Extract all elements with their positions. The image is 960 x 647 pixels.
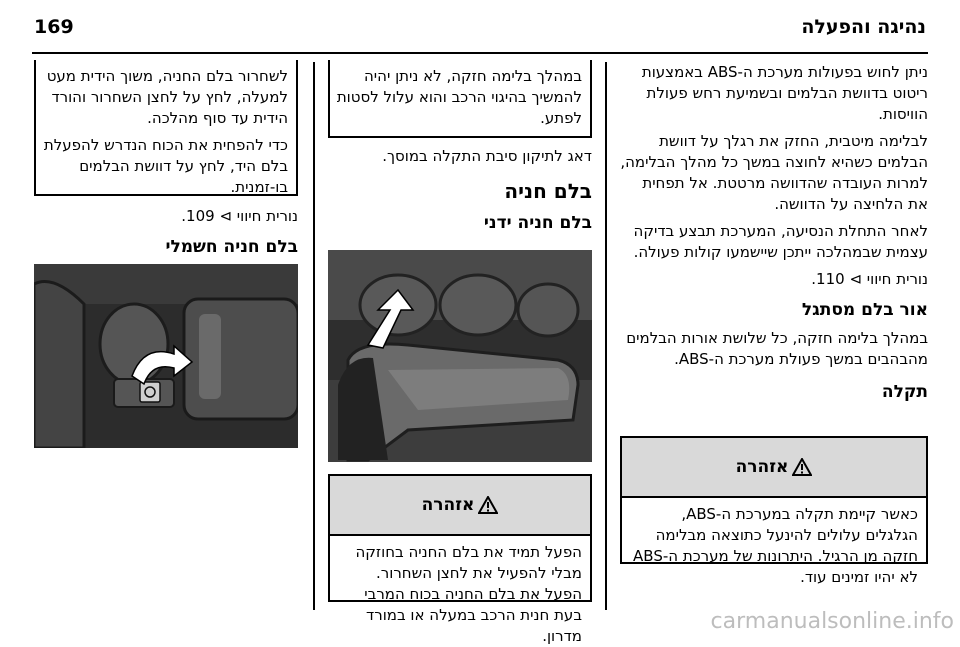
column-left	[34, 206, 298, 257]
column-divider-right	[605, 62, 607, 610]
warning-text-parking: הפעל תמיד את בלם החניה בחוזקה מבלי להפעיל את לחצן השחרור. הפעל את בלם החניה בכוח המרבי בעת חנית הרכב במעלה או במורד מדרון.	[355, 543, 582, 645]
indicator-ref-110: נורית חיווי ⊳ 110.	[811, 270, 928, 288]
abs-vibration-text: ניתן לחוש בפעולות מערכת ה-ABS באמצעות ריטוט בדוושת הבלמים ובשמיעת רחש פעולת הוויסות.	[641, 63, 928, 123]
warning-box-parking	[328, 474, 592, 645]
parking-brake-heading: בלם חניה	[504, 179, 592, 203]
warning-box-abs-fault	[620, 436, 928, 586]
electric-parking-brake-heading: בלם חניה חשמלי	[165, 237, 298, 257]
page-number: 169	[34, 16, 74, 38]
warning-text-abs-fault: כאשר קיימת תקלה במערכת ה-ABS, הגלגלים עלולים להינעל כתוצאה מבלימה חזקה מן הרגיל. היתרונות של מערכת ה-ABS לא יהיו זמינים עוד.	[633, 505, 918, 586]
fault-heading: תקלה	[881, 382, 928, 402]
column-right	[620, 62, 928, 418]
warning-title: אזהרה	[421, 495, 475, 515]
manual-handbrake-image	[328, 250, 592, 462]
chapter-title: נהיגה והפעלה	[801, 16, 926, 38]
column-middle	[328, 146, 592, 233]
electric-parking-brake-image	[34, 264, 298, 448]
release-instructions-box	[34, 60, 298, 196]
header-rule	[32, 52, 928, 54]
warning-header	[622, 438, 926, 498]
warning-triangle-icon	[478, 496, 498, 514]
watermark-url: carmanualsonline.info	[710, 609, 954, 634]
warning-triangle-icon	[792, 458, 812, 476]
garage-repair-text: דאג לתיקון סיבת התקלה במוסך.	[382, 147, 592, 165]
reduce-force-text: כדי להפחית את הכוח הנדרש להפעלת בלם היד, לחץ על דוושת הבלמים בו-זמנית.	[43, 136, 288, 196]
steering-warning-text: במהלך בלימה חזקה, לא ניתן יהיה להמשיך בהיגוי הרכב והוא עלול לסטות לפתע.	[336, 67, 582, 127]
warning-header	[330, 476, 590, 536]
indicator-ref-109: נורית חיווי ⊳ 109.	[181, 207, 298, 225]
column-divider-left	[313, 62, 315, 610]
adaptive-brake-light-heading: אור בלם מסתגל	[801, 300, 928, 320]
warning-title: אזהרה	[735, 457, 789, 477]
warning-continued-box	[328, 60, 592, 138]
optimal-braking-text: לבלימה מיטבית, החזק את רגלך על דוושת הבלמים כשהיא לחוצה במשך כל מהלך הבלימה, למרות העובדה שהדוושה מרטטת. אל תפחית את הלחיצה על הדוושה.	[620, 132, 928, 213]
adaptive-brake-light-text: במהלך בלימה חזקה, כל שלושת אורות הבלמים מהבהבים במשך פעולת מערכת ה-ABS.	[626, 329, 928, 368]
manual-parking-brake-heading: בלם חניה ידני	[483, 213, 592, 233]
release-instructions-text: לשחרור בלם החניה, משוך הידית מעט למעלה, לחץ על לחצן השחרור והורד הידית עד סוף מהלכה.	[46, 67, 288, 127]
self-test-text: לאחר התחלת הנסיעה, המערכת תבצע בדיקה עצמית שבמהלכה ייתכן שיישמעו קולות פעולה.	[633, 222, 928, 261]
